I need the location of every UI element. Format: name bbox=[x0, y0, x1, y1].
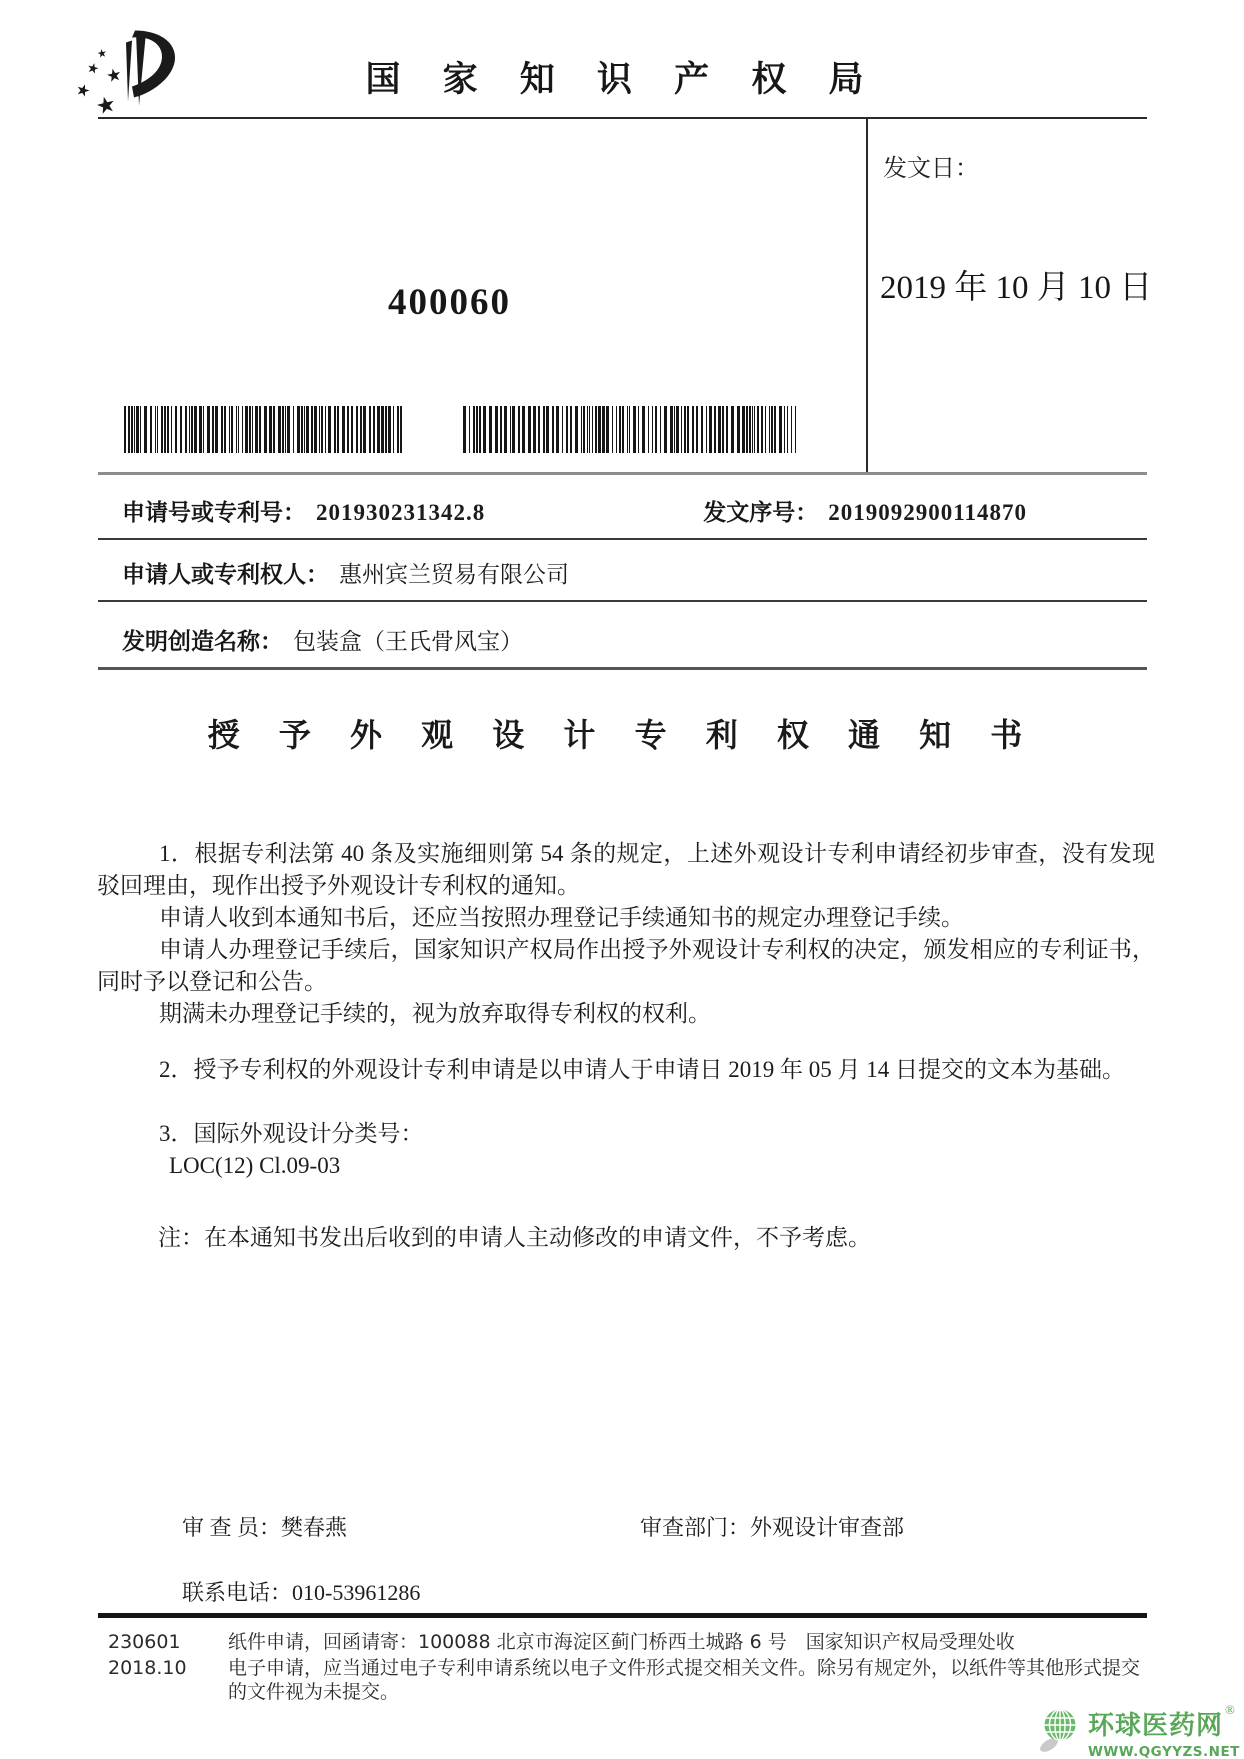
notice-table-divider bbox=[866, 117, 868, 474]
footer-form-code: 230601 bbox=[108, 1631, 181, 1653]
loc-classification: LOC(12) Cl.09-03 bbox=[169, 1153, 341, 1178]
issue-date-label: 发文日： bbox=[883, 156, 979, 182]
paragraph-4: 期满未办理登记手续的，视为放弃取得专利权的权利。 bbox=[159, 1001, 711, 1026]
invention-name-label: 发明创造名称： bbox=[122, 629, 283, 654]
phone-row bbox=[182, 1576, 420, 1607]
paragraph-6: 3．国际外观设计分类号： bbox=[159, 1121, 424, 1146]
phone-label: 联系电话： bbox=[182, 1580, 293, 1605]
row-separator bbox=[98, 600, 1147, 602]
site-watermark bbox=[1036, 1697, 1240, 1759]
note-line: 注：在本通知书发出后收到的申请人主动修改的申请文件，不予考虑。 bbox=[158, 1225, 871, 1250]
application-number-value: 201930231342.8 bbox=[316, 500, 486, 525]
issue-date-value: 2019 年 10 月 10 日 bbox=[880, 270, 1153, 306]
footer-row bbox=[108, 1630, 1148, 1654]
document-title: 授 予 外 观 设 计 专 利 权 通 知 书 bbox=[207, 716, 1037, 754]
applicant-row bbox=[122, 556, 569, 589]
globe-icon bbox=[1036, 1705, 1082, 1757]
phone-number: 010-53961286 bbox=[292, 1580, 421, 1605]
paragraph-2: 申请人收到本通知书后，还应当按照办理登记手续通知书的规定办理登记手续。 bbox=[159, 905, 964, 930]
barcode-right-icon bbox=[463, 406, 799, 453]
paragraph-5: 2．授予专利权的外观设计专利申请是以申请人于申请日 2019 年 05 月 14 日提交的文本为基础。 bbox=[159, 1057, 1125, 1082]
row-separator bbox=[98, 667, 1147, 670]
applicant-value: 惠州宾兰贸易有限公司 bbox=[339, 562, 569, 587]
agency-title: 国 家 知 识 产 权 局 bbox=[365, 60, 879, 100]
application-number-row bbox=[122, 494, 1027, 527]
footer-row bbox=[108, 1656, 1148, 1704]
watermark-text bbox=[1088, 1702, 1240, 1759]
footer-efiling-instruction: 电子申请，应当通过电子专利申请系统以电子文件形式提交相关文件。除另有规定外，以纸件等其他形式提交的文件视为未提交。 bbox=[228, 1657, 1141, 1703]
dispatch-number-value: 2019092900114870 bbox=[828, 500, 1027, 525]
barcode-left-icon bbox=[124, 406, 405, 453]
dispatch-number-label: 发文序号： bbox=[703, 500, 819, 525]
paragraph-1: 1．根据专利法第 40 条及实施细则第 54 条的规定，上述外观设计专利申请经初步审查，没有发现驳回理由，现作出授予外观设计专利权的通知。 bbox=[97, 841, 1155, 898]
registered-mark-icon: ® bbox=[1225, 1702, 1235, 1717]
notice-code: 400060 bbox=[388, 282, 511, 323]
examiner-name: 樊春燕 bbox=[281, 1515, 348, 1540]
footer-rule bbox=[98, 1613, 1147, 1618]
notice-body bbox=[97, 838, 1155, 1254]
department-row bbox=[640, 1511, 904, 1542]
watermark-site-url: WWW.QGYYZS.NET bbox=[1088, 1744, 1240, 1759]
header-rule bbox=[98, 117, 1147, 119]
department-label: 审查部门： bbox=[640, 1515, 751, 1540]
paragraph-3: 申请人办理登记手续后，国家知识产权局作出授予外观设计专利权的决定，颁发相应的专利证书，同时予以登记和公告。 bbox=[97, 937, 1155, 994]
footer-notes bbox=[108, 1630, 1148, 1706]
applicant-label: 申请人或专利权人： bbox=[122, 562, 329, 587]
watermark-site-name: 环球医药网 bbox=[1088, 1711, 1224, 1741]
footer-form-date: 2018.10 bbox=[108, 1657, 187, 1679]
invention-name-value: 包装盒（王氏骨风宝） bbox=[293, 629, 523, 654]
department-name: 外观设计审查部 bbox=[750, 1515, 905, 1540]
footer-paper-instruction: 纸件申请，回函请寄：100088 北京市海淀区蓟门桥西土城路 6 号 国家知识产权局受理处收 bbox=[228, 1631, 1015, 1653]
examiner-row bbox=[182, 1511, 347, 1542]
invention-name-row bbox=[122, 623, 523, 656]
application-number-label: 申请号或专利号： bbox=[122, 500, 306, 525]
barcode-rule bbox=[98, 472, 1147, 475]
examiner-label: 审 查 员： bbox=[182, 1515, 282, 1540]
row-separator bbox=[98, 538, 1147, 540]
